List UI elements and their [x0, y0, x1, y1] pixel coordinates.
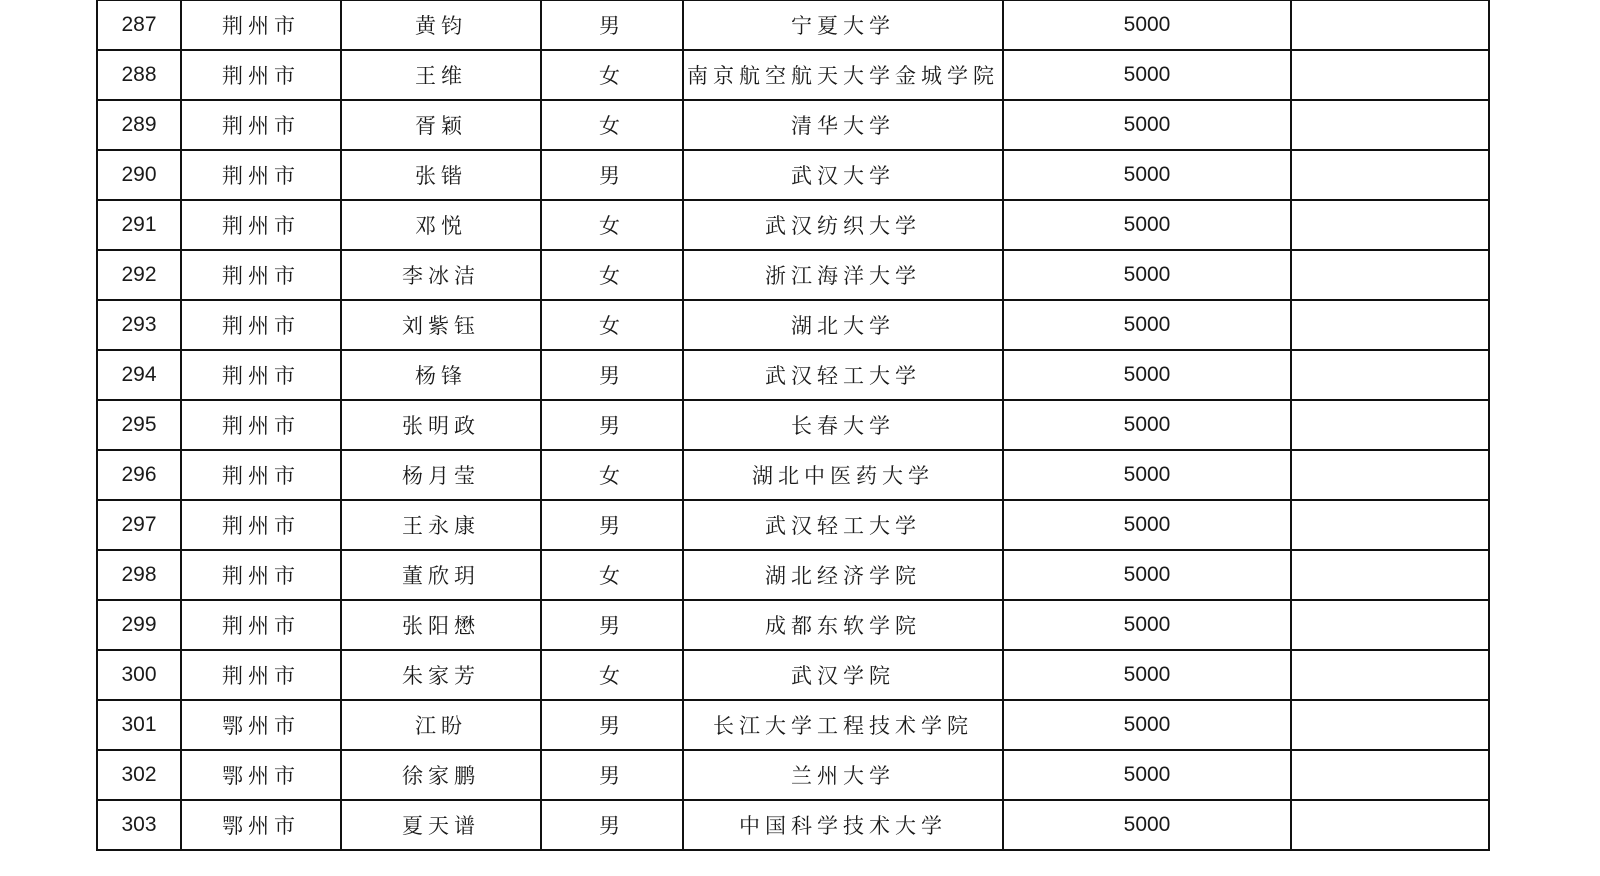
gender-cell: 女	[541, 250, 683, 300]
school-cell: 湖北中医药大学	[683, 450, 1003, 500]
remark-cell	[1291, 450, 1489, 500]
table-row	[97, 300, 1489, 350]
city-cell: 荆州市	[181, 550, 341, 600]
amount-cell: 5000	[1003, 450, 1291, 500]
amount-cell: 5000	[1003, 600, 1291, 650]
school-cell: 武汉轻工大学	[683, 350, 1003, 400]
serial-number-cell: 293	[97, 300, 181, 350]
table-row	[97, 700, 1489, 750]
city-cell: 荆州市	[181, 400, 341, 450]
gender-cell: 女	[541, 300, 683, 350]
amount-cell: 5000	[1003, 0, 1291, 50]
remark-cell	[1291, 150, 1489, 200]
table-row	[97, 350, 1489, 400]
amount-cell: 5000	[1003, 100, 1291, 150]
amount-cell: 5000	[1003, 300, 1291, 350]
remark-cell	[1291, 500, 1489, 550]
school-cell: 清华大学	[683, 100, 1003, 150]
city-cell: 荆州市	[181, 600, 341, 650]
student-name-cell: 邓悦	[341, 200, 541, 250]
gender-cell: 女	[541, 550, 683, 600]
table-row	[97, 500, 1489, 550]
school-cell: 宁夏大学	[683, 0, 1003, 50]
gender-cell: 女	[541, 50, 683, 100]
school-cell: 湖北经济学院	[683, 550, 1003, 600]
student-name-cell: 李冰洁	[341, 250, 541, 300]
student-name-cell: 杨锋	[341, 350, 541, 400]
table-row	[97, 400, 1489, 450]
amount-cell: 5000	[1003, 50, 1291, 100]
school-cell: 中国科学技术大学	[683, 800, 1003, 850]
student-name-cell: 黄钧	[341, 0, 541, 50]
serial-number-cell: 297	[97, 500, 181, 550]
amount-cell: 5000	[1003, 250, 1291, 300]
remark-cell	[1291, 200, 1489, 250]
serial-number-cell: 292	[97, 250, 181, 300]
amount-cell: 5000	[1003, 550, 1291, 600]
table-row	[97, 450, 1489, 500]
city-cell: 荆州市	[181, 350, 341, 400]
amount-cell: 5000	[1003, 500, 1291, 550]
gender-cell: 女	[541, 100, 683, 150]
gender-cell: 男	[541, 600, 683, 650]
school-cell: 成都东软学院	[683, 600, 1003, 650]
gender-cell: 男	[541, 750, 683, 800]
serial-number-cell: 299	[97, 600, 181, 650]
remark-cell	[1291, 300, 1489, 350]
table-row	[97, 150, 1489, 200]
student-name-cell: 江盼	[341, 700, 541, 750]
gender-cell: 男	[541, 700, 683, 750]
school-cell: 长春大学	[683, 400, 1003, 450]
serial-number-cell: 290	[97, 150, 181, 200]
student-name-cell: 朱家芳	[341, 650, 541, 700]
remark-cell	[1291, 750, 1489, 800]
amount-cell: 5000	[1003, 800, 1291, 850]
serial-number-cell: 296	[97, 450, 181, 500]
remark-cell	[1291, 50, 1489, 100]
gender-cell: 男	[541, 350, 683, 400]
gender-cell: 男	[541, 800, 683, 850]
remark-cell	[1291, 600, 1489, 650]
gender-cell: 男	[541, 500, 683, 550]
city-cell: 荆州市	[181, 50, 341, 100]
student-name-cell: 徐家鹏	[341, 750, 541, 800]
student-name-cell: 董欣玥	[341, 550, 541, 600]
remark-cell	[1291, 700, 1489, 750]
city-cell: 荆州市	[181, 150, 341, 200]
roster-table-body	[97, 0, 1489, 850]
city-cell: 荆州市	[181, 250, 341, 300]
amount-cell: 5000	[1003, 650, 1291, 700]
city-cell: 荆州市	[181, 200, 341, 250]
serial-number-cell: 300	[97, 650, 181, 700]
amount-cell: 5000	[1003, 400, 1291, 450]
table-row	[97, 600, 1489, 650]
gender-cell: 男	[541, 400, 683, 450]
serial-number-cell: 295	[97, 400, 181, 450]
serial-number-cell: 294	[97, 350, 181, 400]
student-name-cell: 张明政	[341, 400, 541, 450]
amount-cell: 5000	[1003, 750, 1291, 800]
city-cell: 荆州市	[181, 0, 341, 50]
amount-cell: 5000	[1003, 700, 1291, 750]
school-cell: 武汉纺织大学	[683, 200, 1003, 250]
remark-cell	[1291, 800, 1489, 850]
school-cell: 武汉轻工大学	[683, 500, 1003, 550]
remark-cell	[1291, 550, 1489, 600]
table-row	[97, 750, 1489, 800]
city-cell: 荆州市	[181, 450, 341, 500]
gender-cell: 男	[541, 0, 683, 50]
serial-number-cell: 291	[97, 200, 181, 250]
remark-cell	[1291, 100, 1489, 150]
remark-cell	[1291, 650, 1489, 700]
gender-cell: 女	[541, 650, 683, 700]
gender-cell: 女	[541, 450, 683, 500]
amount-cell: 5000	[1003, 350, 1291, 400]
amount-cell: 5000	[1003, 200, 1291, 250]
serial-number-cell: 303	[97, 800, 181, 850]
serial-number-cell: 289	[97, 100, 181, 150]
city-cell: 鄂州市	[181, 750, 341, 800]
table-row	[97, 650, 1489, 700]
amount-cell: 5000	[1003, 150, 1291, 200]
city-cell: 鄂州市	[181, 700, 341, 750]
table-row	[97, 250, 1489, 300]
student-name-cell: 王永康	[341, 500, 541, 550]
student-name-cell: 刘紫钰	[341, 300, 541, 350]
remark-cell	[1291, 250, 1489, 300]
school-cell: 武汉学院	[683, 650, 1003, 700]
table-row	[97, 200, 1489, 250]
remark-cell	[1291, 400, 1489, 450]
serial-number-cell: 288	[97, 50, 181, 100]
serial-number-cell: 287	[97, 0, 181, 50]
gender-cell: 男	[541, 150, 683, 200]
school-cell: 兰州大学	[683, 750, 1003, 800]
table-row	[97, 100, 1489, 150]
table-row	[97, 50, 1489, 100]
city-cell: 荆州市	[181, 100, 341, 150]
student-name-cell: 张锴	[341, 150, 541, 200]
school-cell: 湖北大学	[683, 300, 1003, 350]
city-cell: 荆州市	[181, 650, 341, 700]
school-cell: 武汉大学	[683, 150, 1003, 200]
student-name-cell: 杨月莹	[341, 450, 541, 500]
city-cell: 鄂州市	[181, 800, 341, 850]
serial-number-cell: 301	[97, 700, 181, 750]
serial-number-cell: 298	[97, 550, 181, 600]
table-row	[97, 0, 1489, 50]
serial-number-cell: 302	[97, 750, 181, 800]
student-name-cell: 胥颖	[341, 100, 541, 150]
roster-table	[96, 0, 1490, 851]
school-cell: 浙江海洋大学	[683, 250, 1003, 300]
roster-table-container	[96, 0, 1490, 851]
student-name-cell: 王维	[341, 50, 541, 100]
school-cell: 长江大学工程技术学院	[683, 700, 1003, 750]
student-name-cell: 张阳懋	[341, 600, 541, 650]
city-cell: 荆州市	[181, 500, 341, 550]
remark-cell	[1291, 0, 1489, 50]
table-row	[97, 550, 1489, 600]
school-cell: 南京航空航天大学金城学院	[683, 50, 1003, 100]
table-row	[97, 800, 1489, 850]
student-name-cell: 夏天谱	[341, 800, 541, 850]
gender-cell: 女	[541, 200, 683, 250]
remark-cell	[1291, 350, 1489, 400]
city-cell: 荆州市	[181, 300, 341, 350]
